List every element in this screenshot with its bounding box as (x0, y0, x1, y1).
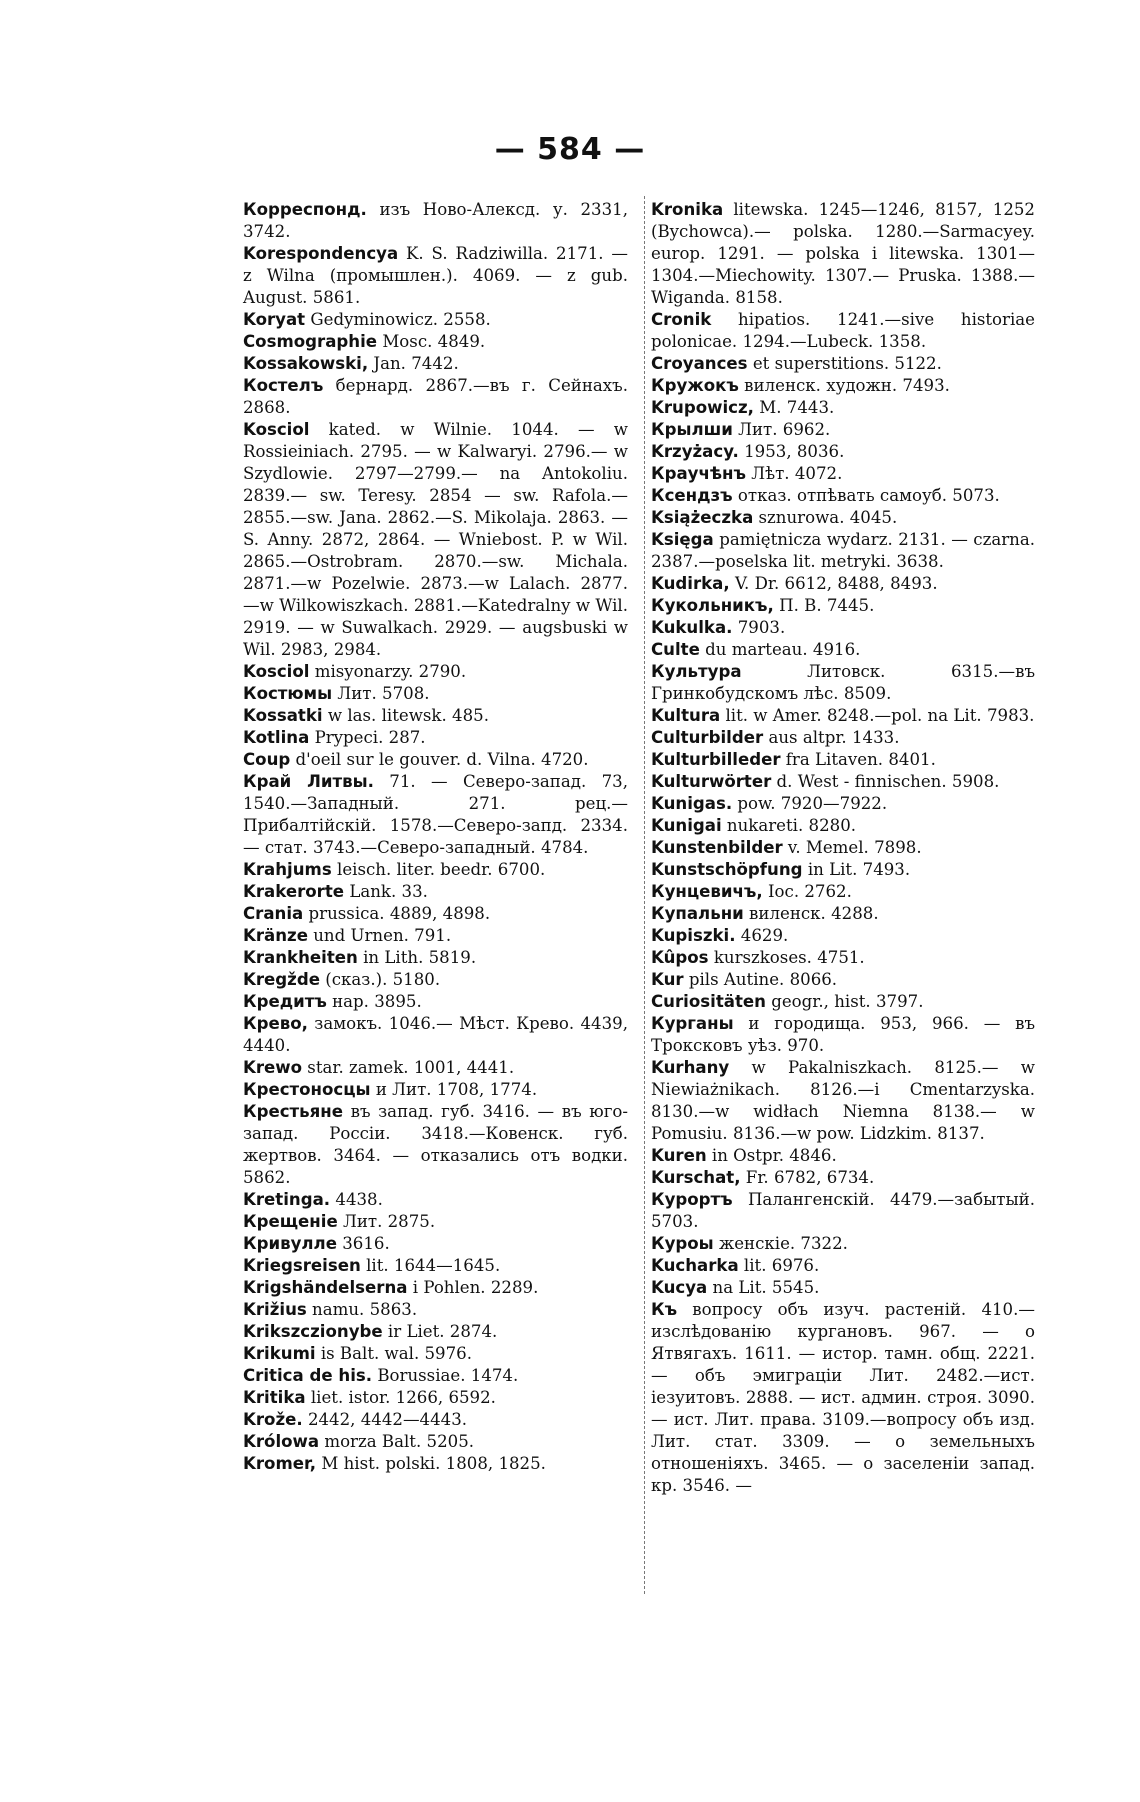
entry-headword: Kritika (243, 1388, 306, 1407)
entry-references: Mosc. 4849. (377, 332, 486, 351)
entry-references: kated. w Wilnie. 1044. — w Rossieiniach. 2795. — w Kalwaryi. 2796.— w Szydlowie. 2797—2799.— na Antokoliu. 2839.— sw. Teresy. 2854 — sw. Rafola.— 2855.—sw. Jana. 2862.—S. Mikolaja. 2863. —S. Anny. 2872, 2864. — Wniebost. P. w Wil. 2865.—Ostrobram. 2870.—sw. Michala. 2871.—w Pozelwie. 2873.—w Lalach. 2877. —w Wilkowiszkach. 2881.—Katedralny w Wil. 2919. — w Suwalkach. 2929. — augsbuski w Wil. 2983, 2984. (243, 420, 628, 659)
index-entry (243, 925, 628, 947)
index-entry (243, 1321, 628, 1343)
index-entry (651, 793, 1035, 815)
index-entry (243, 1409, 628, 1431)
index-entry (651, 397, 1035, 419)
index-entry (651, 1013, 1035, 1057)
entry-headword: Kotlina (243, 728, 310, 747)
entry-references: 71. — Северо-запад. 73, 1540.—Западный. 271. рец.—Прибалтiйскiй. 1578.—Северо-запд. 2334.— стат. 3743.—Северо-западный. 4784. (243, 772, 628, 857)
entry-references: und Urnen. 791. (307, 926, 452, 945)
entry-references: отказ. отпѣвать самоуб. 5073. (732, 486, 1000, 505)
entry-references: pils Autine. 8066. (683, 970, 838, 989)
entry-headword: Culturbilder (651, 728, 764, 747)
index-entry (243, 243, 628, 309)
entry-references: Lank. 33. (344, 882, 428, 901)
entry-references: вопросу объ изуч. растенiй. 410.— изслѣдованiю кургановъ. 967. — о Ятвягахъ. 1611. — истор. тамн. общ. 2221. — объ эмиграцiи Лит. 2482.—ист. iезуитовъ. 2888. — ист. админ. строя. 3090. — ист. Лит. права. 3109.—вопросу объ изд. Лит. стат. 3309. — о земельныхъ отношенiяхъ. 3465. — о заселенiи запад. кр. 3546. — (651, 1300, 1035, 1495)
entry-references: Іос. 2762. (762, 882, 852, 901)
index-entry (651, 1145, 1035, 1167)
entry-references: (сказ.). 5180. (319, 970, 441, 989)
entry-headword: Kronika (651, 200, 724, 219)
index-entry (651, 617, 1035, 639)
entry-headword: Кредитъ (243, 992, 327, 1011)
entry-headword: Kucharka (651, 1256, 739, 1275)
entry-references: d. West - finnischen. 5908. (771, 772, 1000, 791)
index-entry (651, 1189, 1035, 1233)
index-entry (651, 859, 1035, 881)
entry-references: и Лит. 1708, 1774. (370, 1080, 538, 1099)
entry-references: виленск. 4288. (743, 904, 879, 923)
entry-headword: Kupiszki. (651, 926, 736, 945)
entry-headword: Kunstenbilder (651, 838, 783, 857)
index-entry (243, 375, 628, 419)
index-entry (243, 199, 628, 243)
entry-headword: Cronik (651, 310, 712, 329)
entry-headword: Корреспонд. (243, 200, 367, 219)
entry-references: Gedyminowicz. 2558. (305, 310, 491, 329)
entry-references: litewska. 1245—1246, 8157, 1252 (Bychowca).— polska. 1280.—Sarmacyey. europ. 1291. — polska i litewska. 1301—1304.—Miechowity. 1307.— Pruska. 1388.—Wiganda. 8158. (651, 200, 1035, 307)
entry-references: is Balt. wal. 5976. (315, 1344, 473, 1363)
index-entry (651, 375, 1035, 397)
entry-references: 1953, 8036. (738, 442, 845, 461)
index-entry (243, 1189, 628, 1211)
index-entry (651, 661, 1035, 705)
entry-references: ir Liet. 2874. (382, 1322, 498, 1341)
index-entry (651, 419, 1035, 441)
index-entry (651, 309, 1035, 353)
entry-references: et superstitions. 5122. (747, 354, 942, 373)
entry-headword: Kunigas. (651, 794, 733, 813)
entry-references: Палангенскiй. 4479.—забытый. 5703. (651, 1190, 1035, 1231)
entry-references: бернард. 2867.—въ г. Сейнахъ. 2868. (243, 376, 628, 417)
column-divider (644, 196, 645, 1594)
entry-references: namu. 5863. (306, 1300, 418, 1319)
entry-headword: Курортъ (651, 1190, 733, 1209)
entry-headword: Kossakowski, (243, 354, 369, 373)
entry-references: sznurowa. 4045. (753, 508, 898, 527)
index-entry (243, 1057, 628, 1079)
right-index-column (651, 199, 1035, 1497)
index-entry (243, 969, 628, 991)
entry-headword: Cosmographie (243, 332, 378, 351)
entry-references: 4629. (735, 926, 789, 945)
entry-headword: Kunigai (651, 816, 722, 835)
entry-references: hipatios. 1241.—sive historiae polonicae. 1294.—Lubeck. 1358. (651, 310, 1035, 351)
entry-references: w las. litewsk. 485. (322, 706, 489, 725)
index-entry (651, 507, 1035, 529)
index-entry (243, 771, 628, 859)
entry-references: 3616. (336, 1234, 390, 1253)
entry-references: w Pakalniszkach. 8125.— w Niewiażnikach. 8126.—i Cmentarzyska. 8130.—w widłach Niemna 8138.— w Pomusiu. 8136.—w pow. Lidzkim. 8137. (651, 1058, 1035, 1143)
index-entry (651, 837, 1035, 859)
index-entry (243, 1299, 628, 1321)
index-entry (243, 881, 628, 903)
index-entry (243, 947, 628, 969)
entry-references: lit. 1644—1645. (360, 1256, 501, 1275)
index-entry (651, 925, 1035, 947)
index-entry (243, 1277, 628, 1299)
entry-headword: Krzyżacy. (651, 442, 739, 461)
index-entry (651, 771, 1035, 793)
entry-headword: Кукольникъ, (651, 596, 774, 615)
entry-headword: Крестьяне (243, 1102, 344, 1121)
entry-headword: Культура (651, 662, 742, 681)
entry-references: pamiętnicza wydarz. 2131. — czarna. 2387.—poselska lit. metryki. 3638. (651, 530, 1035, 571)
entry-references: lit. w Amer. 8248.—pol. na Lit. 7983. (720, 706, 1035, 725)
entry-references: 7903. (732, 618, 786, 637)
index-entry (651, 485, 1035, 507)
entry-references: Jan. 7442. (368, 354, 459, 373)
entry-headword: Krože. (243, 1410, 303, 1429)
entry-references: Лит. 5708. (332, 684, 430, 703)
entry-references: d'oeil sur le gouver. d. Vilna. 4720. (290, 750, 589, 769)
entry-references: M. 7443. (753, 398, 835, 417)
index-entry (243, 331, 628, 353)
entry-references: M hist. polski. 1808, 1825. (316, 1454, 546, 1473)
entry-headword: Kulturbilleder (651, 750, 781, 769)
entry-headword: Край Литвы. (243, 772, 374, 791)
entry-headword: Crania (243, 904, 304, 923)
entry-headword: Kultura (651, 706, 721, 725)
entry-headword: Kretinga. (243, 1190, 331, 1209)
entry-references: виленск. художн. 7493. (738, 376, 950, 395)
index-entry (651, 573, 1035, 595)
entry-references: Prypeci. 287. (309, 728, 426, 747)
index-entry (243, 749, 628, 771)
entry-references: kurszkoses. 4751. (708, 948, 865, 967)
entry-headword: Krigshändelserna (243, 1278, 408, 1297)
index-entry (243, 683, 628, 705)
entry-references: prussica. 4889, 4898. (303, 904, 491, 923)
index-entry (651, 947, 1035, 969)
index-entry (243, 1255, 628, 1277)
entry-headword: Krewo (243, 1058, 303, 1077)
entry-references: aus altpr. 1433. (763, 728, 900, 747)
index-entry (243, 419, 628, 661)
entry-headword: Krikszczionybe (243, 1322, 383, 1341)
entry-references: i Pohlen. 2289. (407, 1278, 539, 1297)
entry-references: 4438. (330, 1190, 383, 1209)
entry-references: V. Dr. 6612, 8488, 8493. (729, 574, 938, 593)
entry-references: geogr., hist. 3797. (765, 992, 924, 1011)
index-entry (651, 1255, 1035, 1277)
index-entry (651, 1233, 1035, 1255)
index-entry (651, 639, 1035, 661)
entry-headword: Krikumi (243, 1344, 316, 1363)
index-entry (243, 1101, 628, 1189)
entry-references: fra Litaven. 8401. (780, 750, 936, 769)
entry-headword: Къ (651, 1300, 678, 1319)
entry-headword: Крылши (651, 420, 733, 439)
entry-references: K. S. Radziwilla. 2171. — z Wilna (промышлен.). 4069. — z gub. August. 5861. (243, 244, 628, 307)
entry-headword: Krupowicz, (651, 398, 754, 417)
page-number: — 584 — (494, 132, 646, 167)
entry-references: morza Balt. 5205. (319, 1432, 475, 1451)
entry-headword: Księga (651, 530, 714, 549)
entry-headword: Курганы (651, 1014, 734, 1033)
index-entry (243, 309, 628, 331)
entry-references: Fr. 6782, 6734. (740, 1168, 875, 1187)
index-entry (651, 1167, 1035, 1189)
entry-headword: Костелъ (243, 376, 324, 395)
entry-references: v. Memel. 7898. (782, 838, 922, 857)
entry-headword: Kur (651, 970, 684, 989)
entry-headword: Kûpos (651, 948, 709, 967)
entry-references: замокъ. 1046.— Мѣст. Крево. 4439, 4440. (243, 1014, 628, 1055)
index-entry (243, 1387, 628, 1409)
entry-references: misyonarzy. 2790. (309, 662, 467, 681)
left-index-column (243, 199, 628, 1475)
index-entry (651, 529, 1035, 573)
index-entry (651, 705, 1035, 727)
index-entry (651, 463, 1035, 485)
index-entry (651, 727, 1035, 749)
index-entry (243, 859, 628, 881)
index-entry (243, 1453, 628, 1475)
entry-headword: Kriegsreisen (243, 1256, 361, 1275)
index-entry (651, 199, 1035, 309)
entry-headword: Križius (243, 1300, 307, 1319)
entry-references: Лит. 6962. (732, 420, 831, 439)
index-entry (243, 903, 628, 925)
entry-headword: Kurschat, (651, 1168, 741, 1187)
entry-references: in Lit. 7493. (802, 860, 911, 879)
entry-references: 2442, 4442—4443. (302, 1410, 468, 1429)
entry-headword: Краучѣнъ (651, 464, 746, 483)
entry-references: liet. istor. 1266, 6592. (305, 1388, 496, 1407)
entry-references: Лит. 2875. (337, 1212, 436, 1231)
entry-references: lit. 6976. (738, 1256, 820, 1275)
entry-references: П. В. 7445. (773, 596, 875, 615)
entry-references: въ запад. губ. 3416. — въ юго-запад. Россiи. 3418.—Ковенск. губ. жертвов. 3464. — отказались отъ водки. 5862. (243, 1102, 628, 1187)
index-entry (243, 353, 628, 375)
entry-headword: Koryat (243, 310, 306, 329)
entry-headword: Крестоносцы (243, 1080, 371, 1099)
entry-headword: Kosciol (243, 420, 310, 439)
entry-references: Литовск. 6315.—въ Гринкобудскомъ лѣс. 8509. (651, 662, 1035, 703)
index-entry (651, 903, 1035, 925)
entry-headword: Кунцевичъ, (651, 882, 763, 901)
index-entry (243, 1365, 628, 1387)
entry-headword: Kunstschöpfung (651, 860, 803, 879)
entry-headword: Kucya (651, 1278, 708, 1297)
index-entry (651, 991, 1035, 1013)
index-entry (651, 595, 1035, 617)
entry-headword: Крево, (243, 1014, 308, 1033)
index-entry (243, 991, 628, 1013)
entry-references: in Lith. 5819. (357, 948, 477, 967)
entry-references: star. zamek. 1001, 4441. (302, 1058, 515, 1077)
entry-headword: Critica de his. (243, 1366, 373, 1385)
entry-headword: Krankheiten (243, 948, 358, 967)
index-entry (651, 1299, 1035, 1497)
index-entry (651, 1057, 1035, 1145)
entry-references: и городища. 953, 966. — въ Троксковъ уѣз. 970. (651, 1014, 1035, 1055)
entry-references: женскiе. 7322. (713, 1234, 848, 1253)
entry-headword: Ксендзъ (651, 486, 733, 505)
index-entry (651, 441, 1035, 463)
entry-headword: Купальни (651, 904, 744, 923)
entry-headword: Kurhany (651, 1058, 730, 1077)
index-entry (651, 353, 1035, 375)
index-entry (243, 1431, 628, 1453)
entry-headword: Krakerorte (243, 882, 345, 901)
index-entry (243, 1079, 628, 1101)
index-entry (243, 1343, 628, 1365)
entry-headword: Кружокъ (651, 376, 739, 395)
entry-headword: Kromer, (243, 1454, 317, 1473)
entry-headword: Coup (243, 750, 291, 769)
entry-headword: Kulturwörter (651, 772, 772, 791)
entry-headword: Culte (651, 640, 700, 659)
entry-references: nukareti. 8280. (721, 816, 857, 835)
entry-references: нар. 3895. (326, 992, 422, 1011)
index-entry (651, 881, 1035, 903)
entry-headword: Крещенiе (243, 1212, 338, 1231)
entry-references: Лѣт. 4072. (746, 464, 843, 483)
entry-headword: Куроы (651, 1234, 714, 1253)
index-entry (243, 661, 628, 683)
entry-headword: Kudirka, (651, 574, 730, 593)
entry-headword: Korespondencya (243, 244, 399, 263)
entry-references: pow. 7920—7922. (732, 794, 888, 813)
index-entry (651, 815, 1035, 837)
entry-references: in Ostpr. 4846. (706, 1146, 837, 1165)
entry-headword: Croyances (651, 354, 748, 373)
entry-headword: Kosciol (243, 662, 310, 681)
entry-headword: Kossatki (243, 706, 323, 725)
entry-headword: Curiositäten (651, 992, 766, 1011)
index-entry (243, 1211, 628, 1233)
index-entry (651, 969, 1035, 991)
entry-headword: Kregžde (243, 970, 320, 989)
entry-headword: Książeczka (651, 508, 754, 527)
entry-headword: Kränze (243, 926, 308, 945)
index-entry (243, 705, 628, 727)
entry-references: leisch. liter. beedr. 6700. (331, 860, 546, 879)
entry-references: du marteau. 4916. (699, 640, 861, 659)
index-entry (243, 727, 628, 749)
entry-references: na Lit. 5545. (707, 1278, 820, 1297)
index-entry (651, 1277, 1035, 1299)
entry-headword: Krahjums (243, 860, 332, 879)
entry-headword: Kukulka. (651, 618, 733, 637)
entry-references: изъ Ново-Алекcд. у. 2331, 3742. (243, 200, 628, 241)
entry-headword: Костюмы (243, 684, 333, 703)
entry-headword: Кривулле (243, 1234, 337, 1253)
index-entry (651, 749, 1035, 771)
entry-references: Borussiae. 1474. (372, 1366, 519, 1385)
entry-headword: Królowa (243, 1432, 320, 1451)
index-entry (243, 1013, 628, 1057)
index-entry (243, 1233, 628, 1255)
entry-headword: Kuren (651, 1146, 707, 1165)
